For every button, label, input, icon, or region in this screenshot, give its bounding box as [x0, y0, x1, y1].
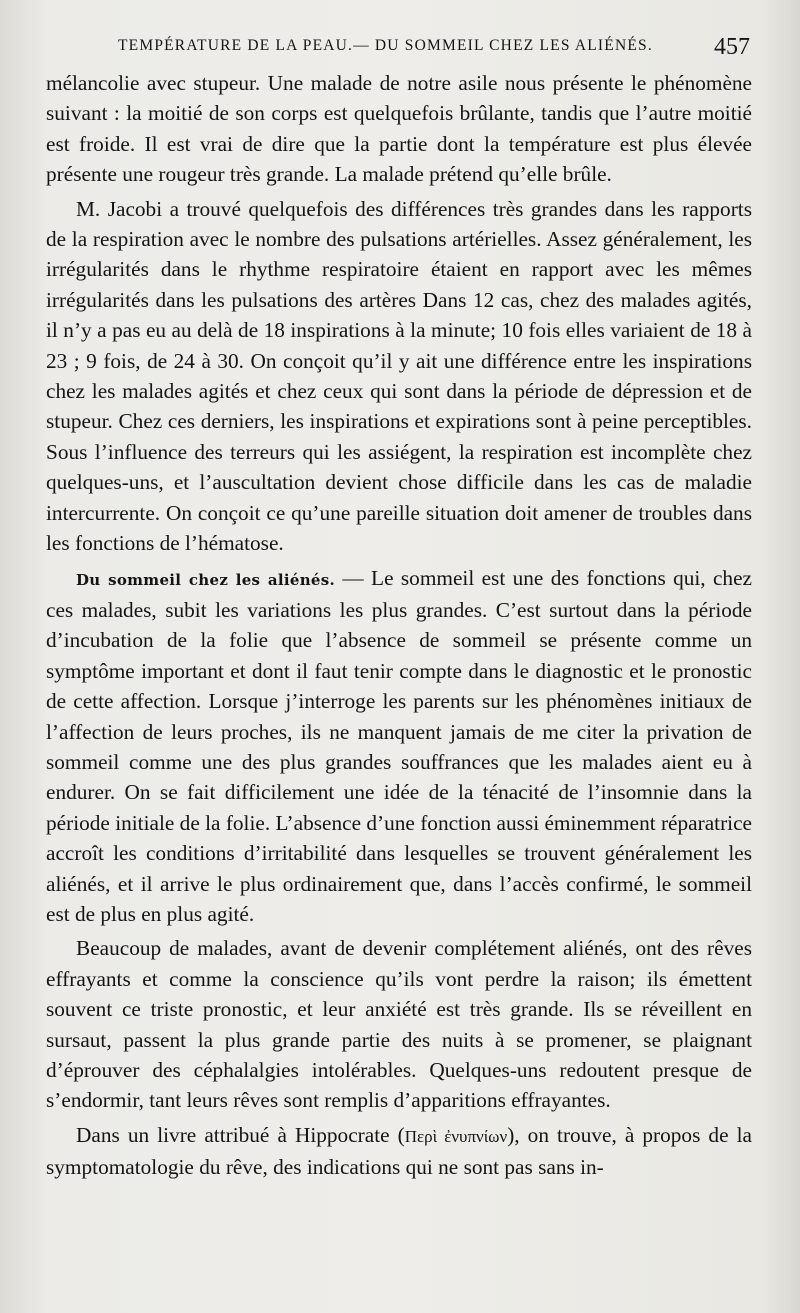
section-title: Du sommeil chez les aliénés.: [76, 570, 336, 589]
page-number: 457: [714, 34, 750, 60]
hippocrate-text-before: Dans un livre attribué à Hippocrate (: [76, 1122, 405, 1147]
greek-title: Περὶ ἐνυπνίων: [404, 1126, 508, 1146]
paragraph-continuation: mélancolie avec stupeur. Une malade de notre asile nous présente le phénomène suivant : la moitié de son corps est quelquefois brûlante, tandis que l’autre moitié est froide. Il est vrai de dire que la partie dont la température est plus élevée présente une rougeur très grande. La malade prétend qu’elle brûle.: [46, 71, 752, 187]
page-header: [118, 34, 750, 62]
paragraph-sommeil-text: — Le sommeil est une des fonctions qui, chez ces malades, subit les variations les plus grandes. C’est surtout dans la période d’incubation de la folie que l’absence de sommeil se présente comme un symptôme important et dont il faut tenir compte dans le diagnostic et le pronostic de cette affection. Lorsque j’interroge les parents sur les phénomènes initiaux de l’affection de leurs proches, ils ne manquent jamais de me citer la privation de sommeil comme une des plus grandes souffrances que les malades aient eu à endurer. On se fait difficilement une idée de la ténacité de l’insomnie dans la période initiale de la folie. L’absence d’une fonction aussi éminemment réparatrice accroît les conditions d’irritabilité dans lesquelles se trouvent généralement les aliénés, et il arrive le plus ordinairement que, dans l’accès confirmé, le sommeil est de plus en plus agité.: [46, 565, 752, 926]
paragraph-hippocrate: [46, 1120, 752, 1183]
hippocrate-text-after: ), on trouve, à propos de la symptomatologie du rêve, des indications qui ne sont pas sans in-: [46, 1122, 752, 1180]
running-head: TEMPÉRATURE DE LA PEAU.— DU SOMMEIL CHEZ LES ALIÉNÉS.: [118, 37, 653, 54]
paragraph-sommeil: [46, 563, 752, 930]
paragraph-jacobi: M. Jacobi a trouvé quelquefois des différences très grandes dans les rapports de la respiration avec le nombre des pulsations artérielles. Assez généralement, les irrégularités dans le rhythme respiratoire étaient en rapport avec les mêmes irrégularités dans les pulsations des artères Dans 12 cas, chez des malades agités, il n’y a pas eu au delà de 18 inspirations à la minute; 10 fois elles variaient de 18 à 23 ; 9 fois, de 24 à 30. On conçoit qu’il y ait une différence entre les inspirations chez les malades agités et chez ceux qui sont dans la période de dépression et de stupeur. Chez ces derniers, les inspirations et expirations sont à peine perceptibles. Sous l’influence des terreurs qui les assiégent, la respiration est incomplète chez quelques-uns, et l’auscultation devient chose difficile dans les cas de maladie intercurrente. On conçoit ce qu’une pareille situation doit amener de troubles dans les fonctions de l’hématose.: [46, 196, 752, 556]
body-text: [46, 68, 752, 1183]
paragraph-reves: Beaucoup de malades, avant de devenir complétement aliénés, ont des rêves effrayants et comme la conscience qu’ils vont perdre la raison; ils émettent souvent ce triste pronostic, et leur anxiété est très grande. Ils se réveillent en sursaut, passent la plus grande partie des nuits à se promener, se plaignant d’éprouver des céphalalgies intolérables. Quelques-uns redoutent presque de s’endormir, tant leurs rêves sont remplis d’apparitions effrayantes.: [46, 936, 752, 1113]
